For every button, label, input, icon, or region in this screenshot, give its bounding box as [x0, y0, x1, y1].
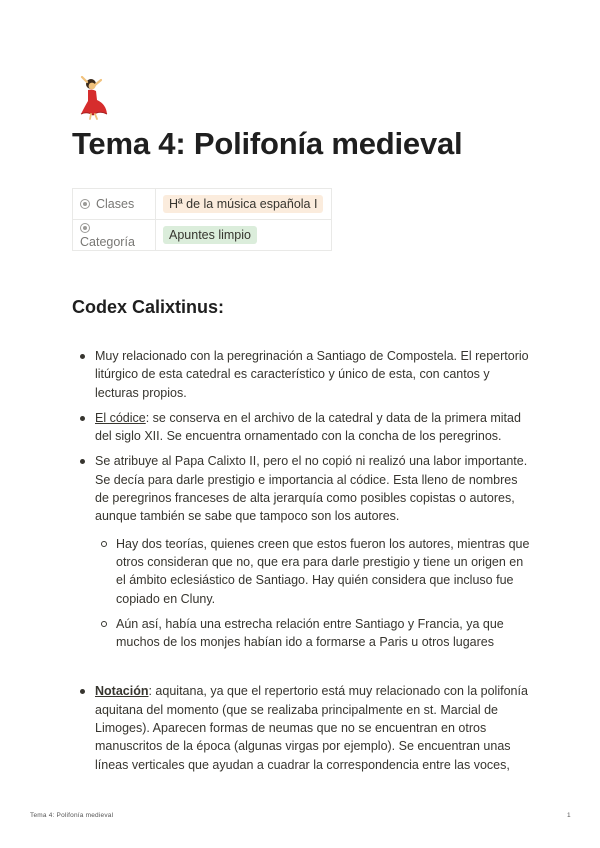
property-tag: Apuntes limpio — [163, 226, 257, 244]
property-tag: Hª de la música española I — [163, 195, 323, 213]
sub-bullet-list — [95, 535, 532, 652]
properties-table — [72, 188, 332, 251]
spacer — [72, 658, 532, 682]
property-value-cell[interactable] — [156, 220, 332, 251]
page-title: Tema 4: Polifonía medieval — [72, 126, 463, 161]
section-heading: Codex Calixtinus: — [72, 297, 225, 317]
content-body — [72, 347, 532, 781]
property-value-cell[interactable] — [156, 189, 332, 220]
list-item — [72, 409, 532, 446]
list-item-text: : aquitana, ya que el repertorio está muy relacionado con la polifonía aquitana del momento (que se realizaba principalmente en st. Marcial de Limoges). Aparecen formas de neumas que no se encuentran en otros manuscritos de la época (algunas virgas por ejemplo). Se encuentran unas líneas verticales que ayudan a cuadrar la correspondencia entre las voces, — [95, 684, 528, 772]
property-name-cell — [73, 189, 156, 220]
sub-list-item: Aún así, había una estrecha relación entre Santiago y Francia, ya que muchos de los monjes habían ido a formarse a Paris u otros lugares — [95, 615, 532, 652]
property-icon — [80, 199, 90, 209]
list-item-text: : se conserva en el archivo de la catedral y data de la primera mitad del siglo XII. Se encuentra ornamentado con la concha de los peregrinos. — [95, 410, 521, 444]
list-item-text: Se atribuye al Papa Calixto II, pero el no copió ni realizó una labor importante. Se decía para darle prestigio e importancia al códice. Esta lleno de nombres de peregrinos franceses de alta jerarquía como posibles copistas o autores, aunque también se sabe que tampoco son los autores. — [95, 454, 528, 524]
list-item — [72, 682, 532, 773]
property-row-clases — [73, 189, 332, 220]
page-number: 1 — [567, 812, 571, 819]
footer-title: Tema 4: Polifonía medieval — [30, 812, 114, 819]
underlined-label: El códice — [95, 410, 146, 425]
property-row-categoria — [73, 220, 332, 251]
property-name: Clases — [96, 197, 135, 211]
list-item: Muy relacionado con la peregrinación a Santiago de Compostela. El repertorio litúrgico de esta catedral es característico y único de esta, con cantos y lecturas propios. — [72, 347, 532, 402]
sub-list-item: Hay dos teorías, quienes creen que estos fueron los autores, mientras que otros consideran que no, que era para darle prestigio y tiene un origen en el ámbito eclesiástico de Santiago. Hay quién considera que incluso fue copiado en Cluny. — [95, 535, 532, 608]
property-name: Categoría — [80, 235, 135, 249]
bullet-list — [72, 682, 532, 773]
bold-label: Notación — [95, 684, 149, 699]
list-item — [72, 452, 532, 651]
flamenco-dancer-icon — [73, 76, 113, 120]
property-icon — [80, 223, 90, 233]
property-name-cell — [73, 220, 156, 251]
bullet-list — [72, 347, 532, 651]
